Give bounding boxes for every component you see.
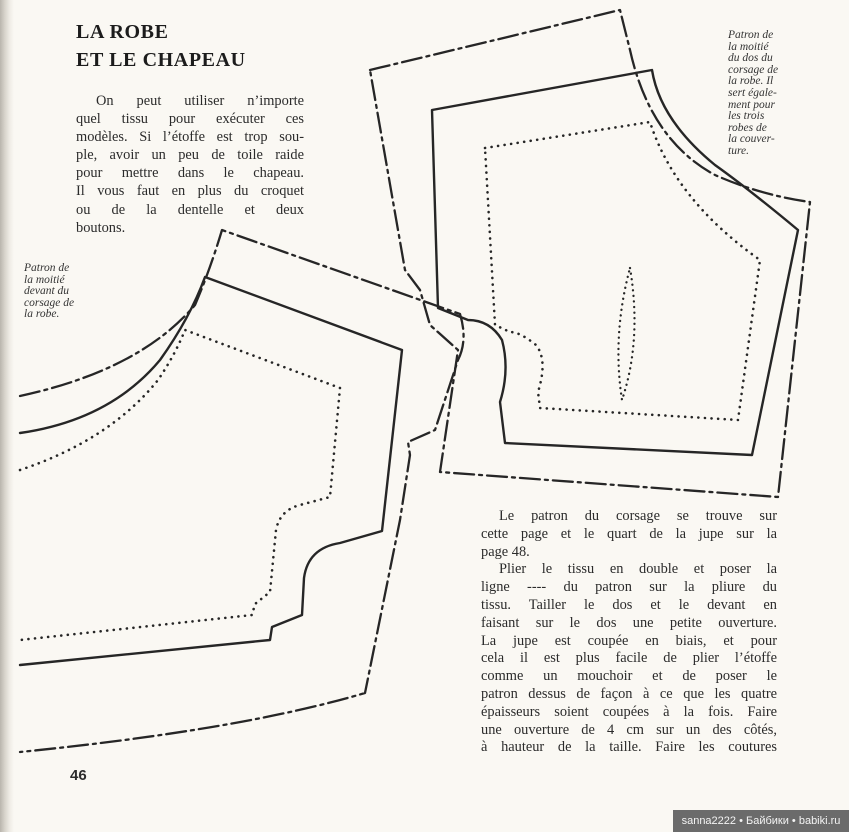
intro-paragraph	[76, 92, 304, 237]
intro-line: modèles. Si l’étoffe est trop sou-	[76, 129, 304, 146]
instructions-paragraph	[481, 508, 777, 757]
body-line: comme un mouchoir et de poser le	[481, 668, 777, 685]
intro-line: ou de la dentelle et deux	[76, 201, 304, 218]
intro-line: On peut utiliser n’importe	[96, 93, 304, 109]
body-line: patron dessus de façon à ce que les quatre	[481, 685, 777, 702]
intro-line: boutons.	[76, 219, 126, 236]
page-title	[76, 18, 246, 74]
body-line: page 48.	[481, 543, 530, 560]
body-line: cela il est plus facile de plier l’étoffe	[481, 650, 777, 667]
back-pattern-caption	[728, 30, 810, 158]
caption-line: Patron de	[24, 262, 70, 274]
front-pattern-caption	[24, 263, 104, 321]
caption-line: la robe. Il	[728, 75, 774, 88]
title-line-2: ET LE CHAPEAU	[76, 49, 246, 71]
caption-line: sert égale-	[728, 86, 777, 99]
caption-line: ment pour	[728, 98, 775, 111]
body-line: Plier le tissu en double et poser la	[499, 561, 777, 578]
intro-line: ple, avoir un peu de toile raide	[76, 147, 304, 164]
body-line: cette page et le quart de la jupe sur la	[481, 525, 777, 542]
body-line: à hauteur de la taille. Faire les coutures	[481, 739, 777, 756]
caption-line: la moitié	[728, 40, 769, 53]
caption-line: la couver-	[728, 133, 775, 146]
front-stitch-line	[20, 330, 340, 640]
back-dart	[618, 268, 634, 400]
page-number: 46	[70, 767, 87, 784]
caption-line: la moitié	[24, 273, 65, 286]
body-line: ligne ---- du patron sur la pliure du	[481, 579, 777, 596]
caption-line: robes de	[728, 121, 767, 134]
watermark: sanna2222 • Байбики • babiki.ru	[673, 810, 849, 832]
caption-line: corsage de	[728, 63, 779, 76]
body-line: Le patron du corsage se trouve sur	[499, 508, 777, 524]
intro-line: Il vous faut en plus du croquet	[76, 183, 304, 200]
body-line: faisant sur le dos une petite ouverture.	[481, 614, 777, 631]
caption-line: du dos du	[728, 52, 773, 65]
caption-line: devant du	[24, 285, 70, 298]
title-line-1: LA ROBE	[76, 21, 169, 43]
front-seam-line	[20, 273, 402, 665]
caption-line: les trois	[728, 110, 765, 123]
intro-line: pour mettre dans le chapeau.	[76, 165, 304, 182]
caption-line: corsage de	[24, 296, 75, 309]
body-line: une ouverture de 4 cm sur un des côtés,	[481, 721, 777, 738]
caption-line: Patron de	[728, 29, 774, 41]
body-line: La jupe est coupée en biais, et pour	[481, 632, 777, 649]
body-line: épaisseurs soient coupées à la fois. Faire	[481, 703, 777, 720]
caption-line: ture.	[728, 144, 749, 157]
intro-line: quel tissu pour exécuter ces	[76, 111, 304, 128]
caption-line: la robe.	[24, 308, 60, 321]
body-line: tissu. Tailler le dos et le devant en	[481, 596, 777, 613]
